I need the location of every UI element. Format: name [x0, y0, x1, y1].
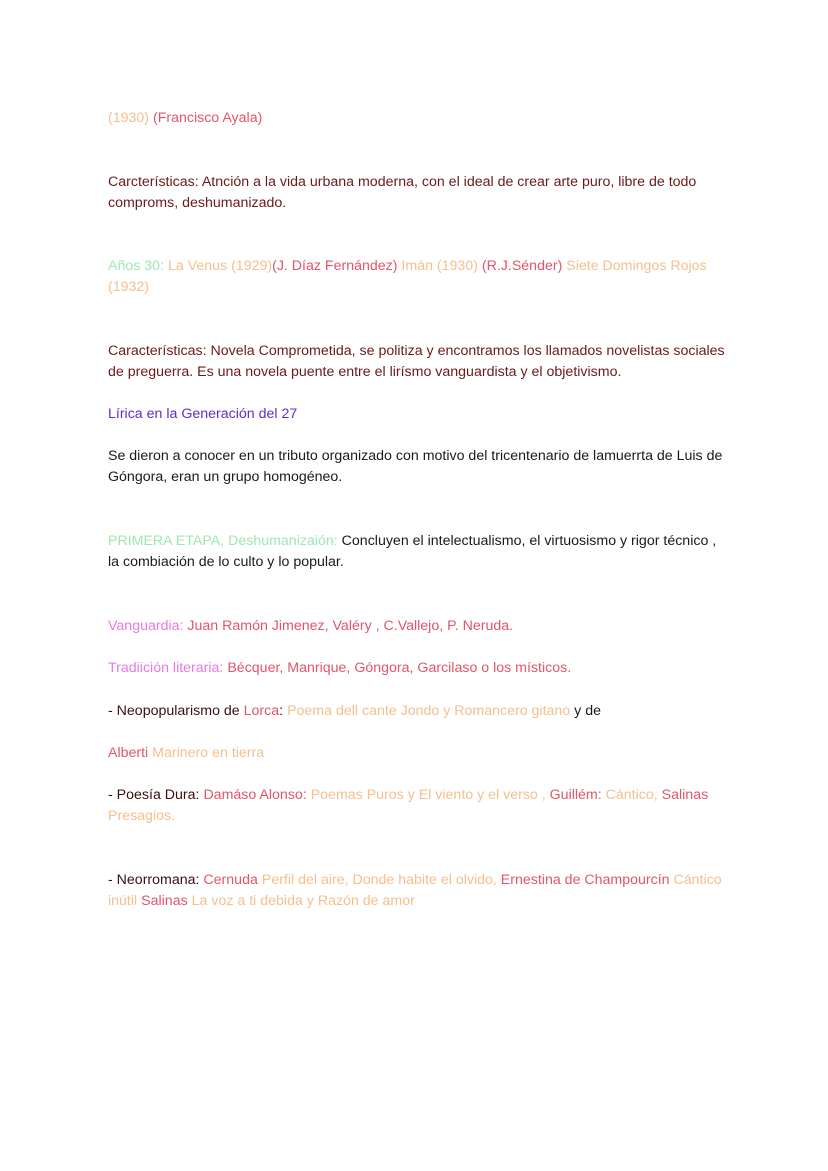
works: Cántico,: [605, 787, 658, 803]
paragraph-gongora: Se dieron a conocer en un tributo organizado con motivo del tricentenario de lamuerrta de Luis de Góngora, eran un grupo homogéneo.: [108, 448, 723, 485]
works: Poema dell cante Jondo y Romancero gitano: [287, 703, 571, 719]
author: Alberti: [108, 745, 149, 761]
paragraph-caracteristicas-1: Carcterísticas: Atnción a la vida urbana moderna, con el ideal de crear arte puro, libre de todo comproms, deshumanizado.: [108, 174, 697, 211]
prefix: - Poesía Dura:: [108, 787, 200, 803]
author: Salinas: [141, 893, 188, 909]
paragraph-caracteristicas-2: Características: Novela Comprometida, se politiza y encontramos los llamados novelistas sociales de preguerra. Es una novela puente entre el lirísmo vanguardista y el objetivismo.: [108, 343, 725, 380]
colon: :: [279, 703, 284, 719]
paragraph-tradicion: [108, 658, 728, 679]
author: Guillém:: [549, 787, 602, 803]
works: Presagios.: [108, 808, 176, 824]
label-primera-etapa: PRIMERA ETAPA, Deshumanizaión:: [108, 533, 338, 549]
works: Perfil del aire, Donde habite el olvido,: [261, 872, 497, 888]
author: Cernuda: [203, 872, 258, 888]
suffix: y de: [574, 703, 601, 719]
year: (1930): [108, 110, 150, 126]
text: Concluyen el intelectualismo, el virtuosismo y rigor técnico , la combiación de lo culto y lo popular.: [108, 533, 717, 570]
author: Damáso Alonso:: [203, 787, 307, 803]
author: (J. Díaz Fernández): [272, 258, 398, 274]
prefix: - Neorromana:: [108, 872, 200, 888]
label-anos-30: Años 30:: [108, 258, 165, 274]
paragraph-anos-30: [108, 256, 728, 298]
author: (Francisco Ayala): [152, 110, 263, 126]
paragraph-poesia-dura: [108, 785, 728, 827]
author: (R.J.Sénder): [481, 258, 563, 274]
work: Siete Domingos Rojos (1932): [108, 258, 707, 295]
work: Marinero en tierra: [152, 745, 265, 761]
paragraph-neopopularismo: [108, 701, 728, 722]
paragraph-vanguardia: [108, 616, 728, 637]
author: Salinas: [661, 787, 709, 803]
works: La voz a ti debida y Razón de amor: [191, 893, 415, 909]
works: Cántico inútil: [108, 872, 722, 909]
paragraph-ayala: [108, 108, 728, 129]
heading-lirica: Lírica en la Generación del 27: [108, 406, 298, 422]
paragraph-alberti: [108, 743, 728, 764]
author: Ernestina de Champourcín: [500, 872, 670, 888]
author: Lorca: [243, 703, 280, 719]
work: La Venus (1929): [167, 258, 273, 274]
paragraph-neorromana: [108, 870, 728, 912]
works: Poemas Puros y El viento y el verso ,: [310, 787, 546, 803]
paragraph-primera-etapa: [108, 531, 728, 573]
authors: Juan Ramón Jimenez, Valéry , C.Vallejo, P. Neruda.: [187, 618, 514, 634]
label-vanguardia: Vanguardia:: [108, 618, 184, 634]
prefix: - Neopopularismo de: [108, 703, 240, 719]
authors: Bécquer, Manrique, Góngora, Garcilaso o los místicos.: [227, 660, 572, 676]
work: Imán (1930): [401, 258, 478, 274]
label-tradicion: Tradiición literaria:: [108, 660, 224, 676]
